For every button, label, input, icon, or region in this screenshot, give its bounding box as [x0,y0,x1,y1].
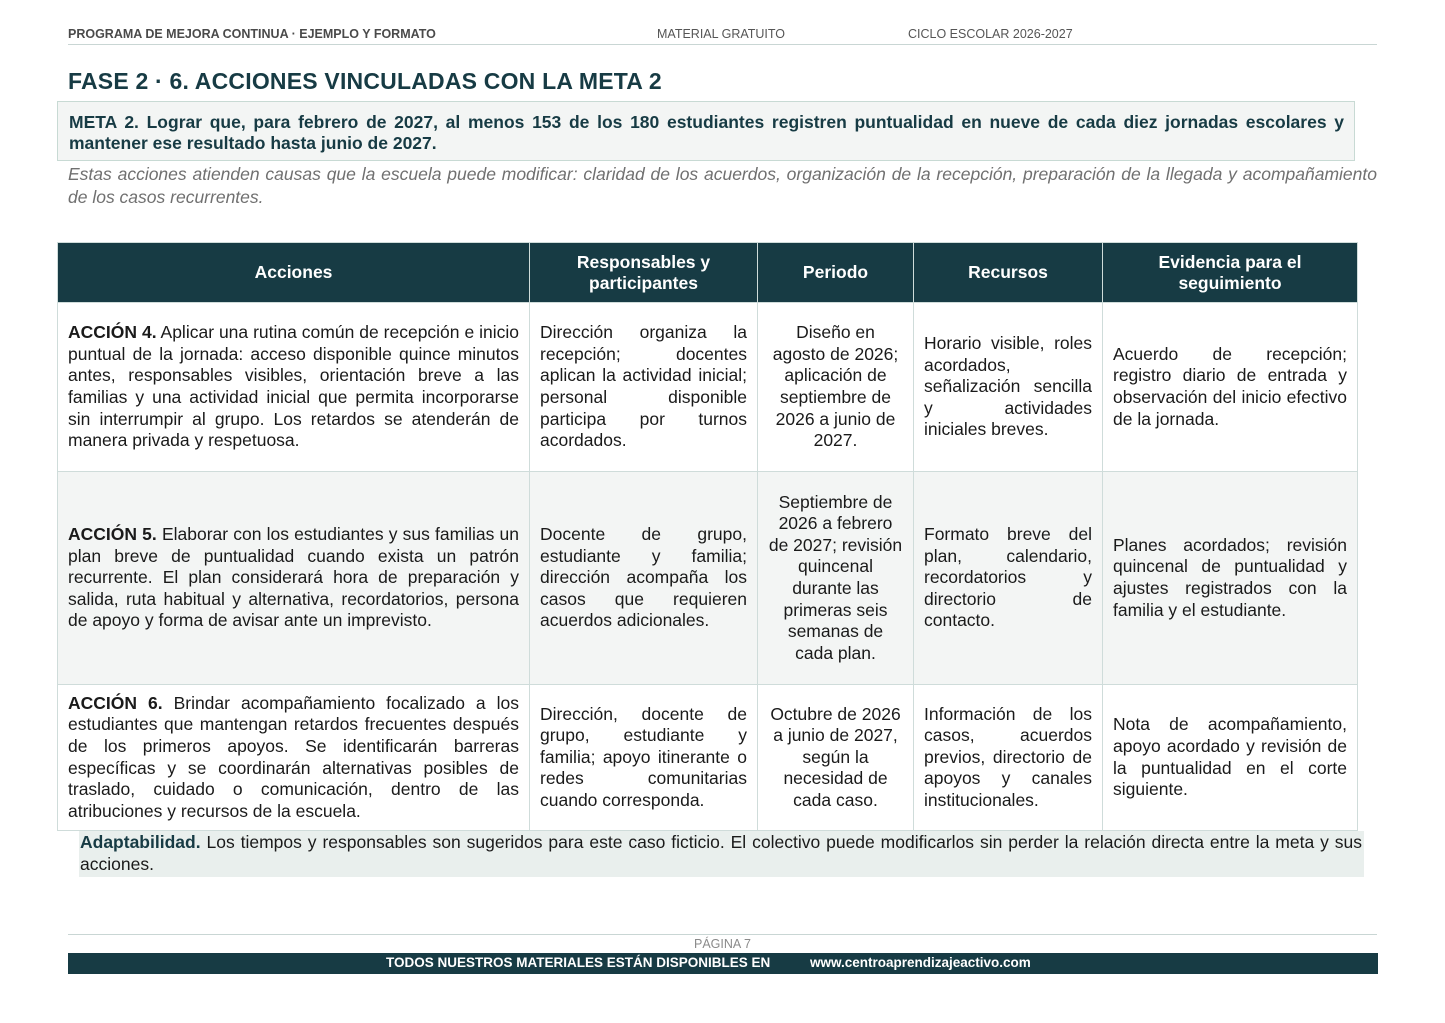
table-row [58,685,1358,831]
footer-bar [68,953,1378,974]
action-label: ACCIÓN 5. [68,524,157,545]
page-number: PÁGINA 7 [694,937,751,951]
col-header-acciones: Acciones [58,243,530,303]
action-label: ACCIÓN 6. [68,692,163,713]
action-label: ACCIÓN 4. [68,322,157,343]
recursos-cell: Formato breve del plan, calendario, recordatorios y directorio de contacto. [914,472,1103,685]
footer-text: TODOS NUESTROS MATERIALES ESTÁN DISPONIBLES EN [386,955,771,970]
recursos-cell: Información de los casos, acuerdos previos, directorio de apoyos y canales institucionales. [914,685,1103,831]
evidencia-cell: Nota de acompañamiento, apoyo acordado y revisión de la puntualidad en el corte siguiente. [1103,685,1358,831]
col-header-recursos: Recursos [914,243,1103,303]
action-text: Aplicar una rutina común de recepción e inicio puntual de la jornada: acceso disponible quince minutos antes, responsables visibles, orientación breve a las familias y una actividad inicial que permita incorporarse sin interrumpir al grupo. Los retardos se atenderán de manera privada y respetuosa. [68,322,519,451]
footer-url-link[interactable]: www.centroaprendizajeactivo.com [810,955,1031,970]
program-name: PROGRAMA DE MEJORA CONTINUA · EJEMPLO Y FORMATO [68,27,436,41]
action-text: Brindar acompañamiento focalizado a los estudiantes que mantengan retardos frecuentes después de los primeros apoyos. Se identificarán barreras específicas y se coordinarán alternativas posibles de traslado, cuidado o comunicación, dentro de las atribuciones y recursos de la escuela. [68,692,519,821]
col-header-responsables: Responsables y participantes [530,243,758,303]
goal-box: META 2. Lograr que, para febrero de 2027, al menos 153 de los 180 estudiantes registren puntualidad en nueve de cada diez jornadas escolares y mantener ese resultado hasta junio de 2027. [57,101,1355,161]
action-cell [58,303,530,472]
col-header-evidencia: Evidencia para el seguimiento [1103,243,1358,303]
responsables-cell: Docente de grupo, estudiante y familia; dirección acompaña los casos que requieren acuerdos adicionales. [530,472,758,685]
periodo-cell: Septiembre de 2026 a febrero de 2027; revisión quincenal durante las primeras seis semanas de cada plan. [758,472,914,685]
action-text: Elaborar con los estudiantes y sus familias un plan breve de puntualidad cuando exista un patrón recurrente. El plan considerará hora de preparación y salida, ruta habitual y alternativa, recordatorios, persona de apoyo y forma de avisar ante un imprevisto. [68,524,519,631]
footer-divider [68,934,1377,935]
school-cycle: CICLO ESCOLAR 2026-2027 [908,27,1073,41]
responsables-cell: Dirección, docente de grupo, estudiante y familia; apoyo itinerante o redes comunitarias cuando corresponda. [530,685,758,831]
table-header-row [58,243,1358,303]
adaptability-text: Los tiempos y responsables son sugeridos para este caso ficticio. El colectivo puede modificarlos sin perder la relación directa entre la meta y sus acciones. [80,832,1362,874]
adaptability-label: Adaptabilidad. [80,832,201,852]
table-row [58,472,1358,685]
responsables-cell: Dirección organiza la recepción; docentes aplican la actividad inicial; personal disponible participa por turnos acordados. [530,303,758,472]
adaptability-note [79,831,1364,877]
table-row [58,303,1358,472]
material-label: MATERIAL GRATUITO [657,27,786,41]
col-header-periodo: Periodo [758,243,914,303]
page-title: FASE 2 · 6. ACCIONES VINCULADAS CON LA META 2 [68,68,662,94]
evidencia-cell: Acuerdo de recepción; registro diario de entrada y observación del inicio efectivo de la jornada. [1103,303,1358,472]
page-header [68,26,1377,45]
action-cell [58,472,530,685]
intro-text: Estas acciones atienden causas que la escuela puede modificar: claridad de los acuerdos, organización de la recepción, preparación de la llegada y acompañamiento de los casos recurrentes. [68,164,1377,207]
actions-table [57,242,1358,831]
recursos-cell: Horario visible, roles acordados, señalización sencilla y actividades iniciales breves. [914,303,1103,472]
evidencia-cell: Planes acordados; revisión quincenal de puntualidad y ajustes registrados con la familia y el estudiante. [1103,472,1358,685]
action-cell [58,685,530,831]
periodo-cell: Diseño en agosto de 2026; aplicación de septiembre de 2026 a junio de 2027. [758,303,914,472]
periodo-cell: Octubre de 2026 a junio de 2027, según la necesidad de cada caso. [758,685,914,831]
